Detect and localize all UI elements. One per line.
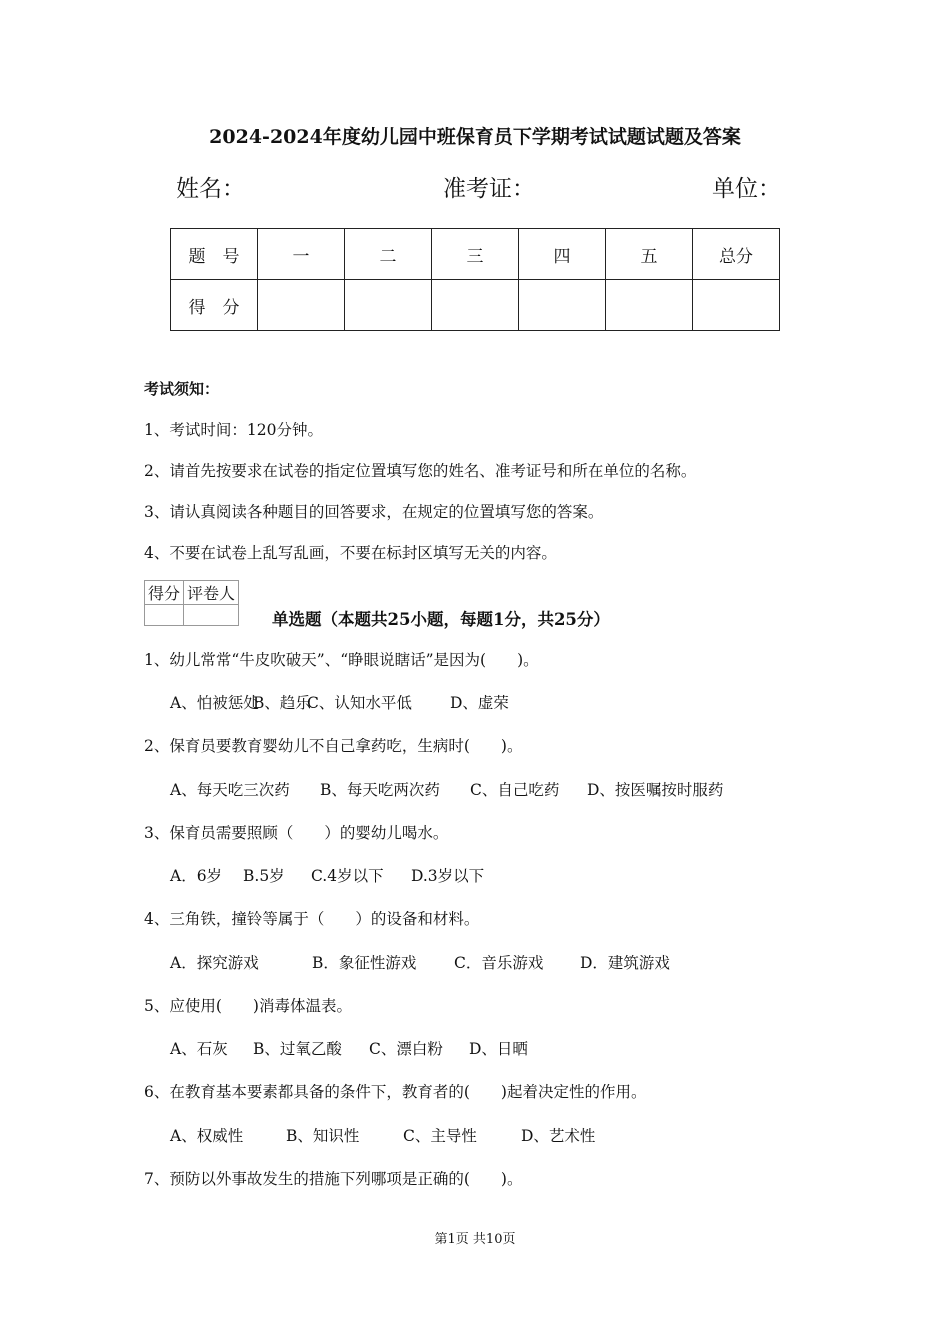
question-text: 6、在教育基本要素都具备的条件下，教育者的( )起着决定性的作用。 [144, 1083, 647, 1101]
score-table-header-cell: 四 [519, 229, 606, 280]
score-table-header-cell: 总分 [693, 229, 780, 280]
option[interactable]: B.5岁 [243, 867, 285, 885]
score-cell[interactable] [606, 280, 693, 331]
score-table-header-cell: 五 [606, 229, 693, 280]
notice-title: 考试须知： [144, 380, 220, 398]
score-table-header-cell: 二 [345, 229, 432, 280]
page-footer: 第1页 共10页 [434, 1232, 516, 1247]
option[interactable]: C、认知水平低 [307, 694, 412, 712]
option[interactable]: D、日晒 [469, 1040, 528, 1058]
question-options [170, 1124, 595, 1146]
option[interactable]: C．音乐游戏 [454, 954, 544, 972]
page-title: 2024-2024年度幼儿园中班保育员下学期考试试题试题及答案 [209, 126, 741, 148]
option[interactable]: D．建筑游戏 [580, 954, 670, 972]
score-row-label: 得 分 [171, 280, 258, 331]
option[interactable]: D、艺术性 [521, 1127, 596, 1145]
score-table-header-row [171, 229, 780, 280]
name-field-label: 姓名： [176, 176, 245, 202]
option[interactable]: B、每天吃两次药 [320, 781, 440, 799]
question-text: 2、保育员要教育婴幼儿不自己拿药吃，生病时( )。 [144, 737, 523, 755]
notice-item: 3、请认真阅读各种题目的回答要求，在规定的位置填写您的答案。 [144, 503, 604, 521]
score-cell[interactable] [519, 280, 606, 331]
question-text: 1、幼儿常常“牛皮吹破天”、“睁眼说瞎话”是因为( )。 [144, 651, 539, 669]
notice-item: 1、考试时间：120分钟。 [144, 421, 323, 439]
question-text: 4、三角铁，撞铃等属于（ ）的设备和材料。 [144, 910, 480, 928]
question-options [170, 778, 723, 800]
question-options [170, 951, 670, 973]
option[interactable]: A、权威性 [170, 1127, 244, 1145]
option[interactable]: C、主导性 [403, 1127, 477, 1145]
score-cell[interactable] [693, 280, 780, 331]
question-options [170, 691, 509, 713]
notice-item: 4、不要在试卷上乱写乱画，不要在标封区填写无关的内容。 [144, 544, 557, 562]
option[interactable]: C、自己吃药 [470, 781, 560, 799]
option[interactable]: D.3岁以下 [411, 867, 485, 885]
option[interactable]: A、每天吃三次药 [170, 781, 290, 799]
question-text: 7、预防以外事故发生的措施下列哪项是正确的( )。 [144, 1170, 523, 1188]
question-text: 3、保育员需要照顾（ ）的婴幼儿喝水。 [144, 824, 449, 842]
option[interactable]: A．6岁 [170, 867, 223, 885]
score-table-header-cell: 三 [432, 229, 519, 280]
option[interactable]: B、趋乐 [253, 694, 311, 712]
grader-name-label: 评卷人 [184, 581, 239, 605]
question-options [170, 1037, 528, 1059]
option[interactable]: A．探究游戏 [170, 954, 259, 972]
grader-name-cell[interactable] [184, 605, 239, 626]
score-table [170, 228, 780, 331]
score-cell[interactable] [432, 280, 519, 331]
option[interactable]: A、怕被惩处 [170, 694, 259, 712]
notice-item: 2、请首先按要求在试卷的指定位置填写您的姓名、准考证号和所在单位的名称。 [144, 462, 697, 480]
score-cell[interactable] [258, 280, 345, 331]
grader-score-label: 得分 [145, 581, 184, 605]
score-table-header-cell: 题 号 [171, 229, 258, 280]
grader-score-cell[interactable] [145, 605, 184, 626]
score-cell[interactable] [345, 280, 432, 331]
question-options [170, 864, 484, 886]
score-table-score-row [171, 280, 780, 331]
unit-field-label: 单位： [712, 176, 781, 202]
score-table-header-cell: 一 [258, 229, 345, 280]
option[interactable]: D、虚荣 [450, 694, 509, 712]
option[interactable]: A、石灰 [170, 1040, 228, 1058]
grader-table [144, 580, 239, 626]
question-text: 5、应使用( )消毒体温表。 [144, 997, 352, 1015]
exam-id-field-label: 准考证： [443, 176, 535, 202]
option[interactable]: D、按医嘱按时服药 [587, 781, 724, 799]
option[interactable]: B．象征性游戏 [312, 954, 417, 972]
option[interactable]: C.4岁以下 [311, 867, 384, 885]
section-title: 单选题（本题共25小题，每题1分，共25分） [272, 610, 610, 629]
option[interactable]: C、漂白粉 [369, 1040, 443, 1058]
option[interactable]: B、过氧乙酸 [253, 1040, 342, 1058]
option[interactable]: B、知识性 [286, 1127, 360, 1145]
